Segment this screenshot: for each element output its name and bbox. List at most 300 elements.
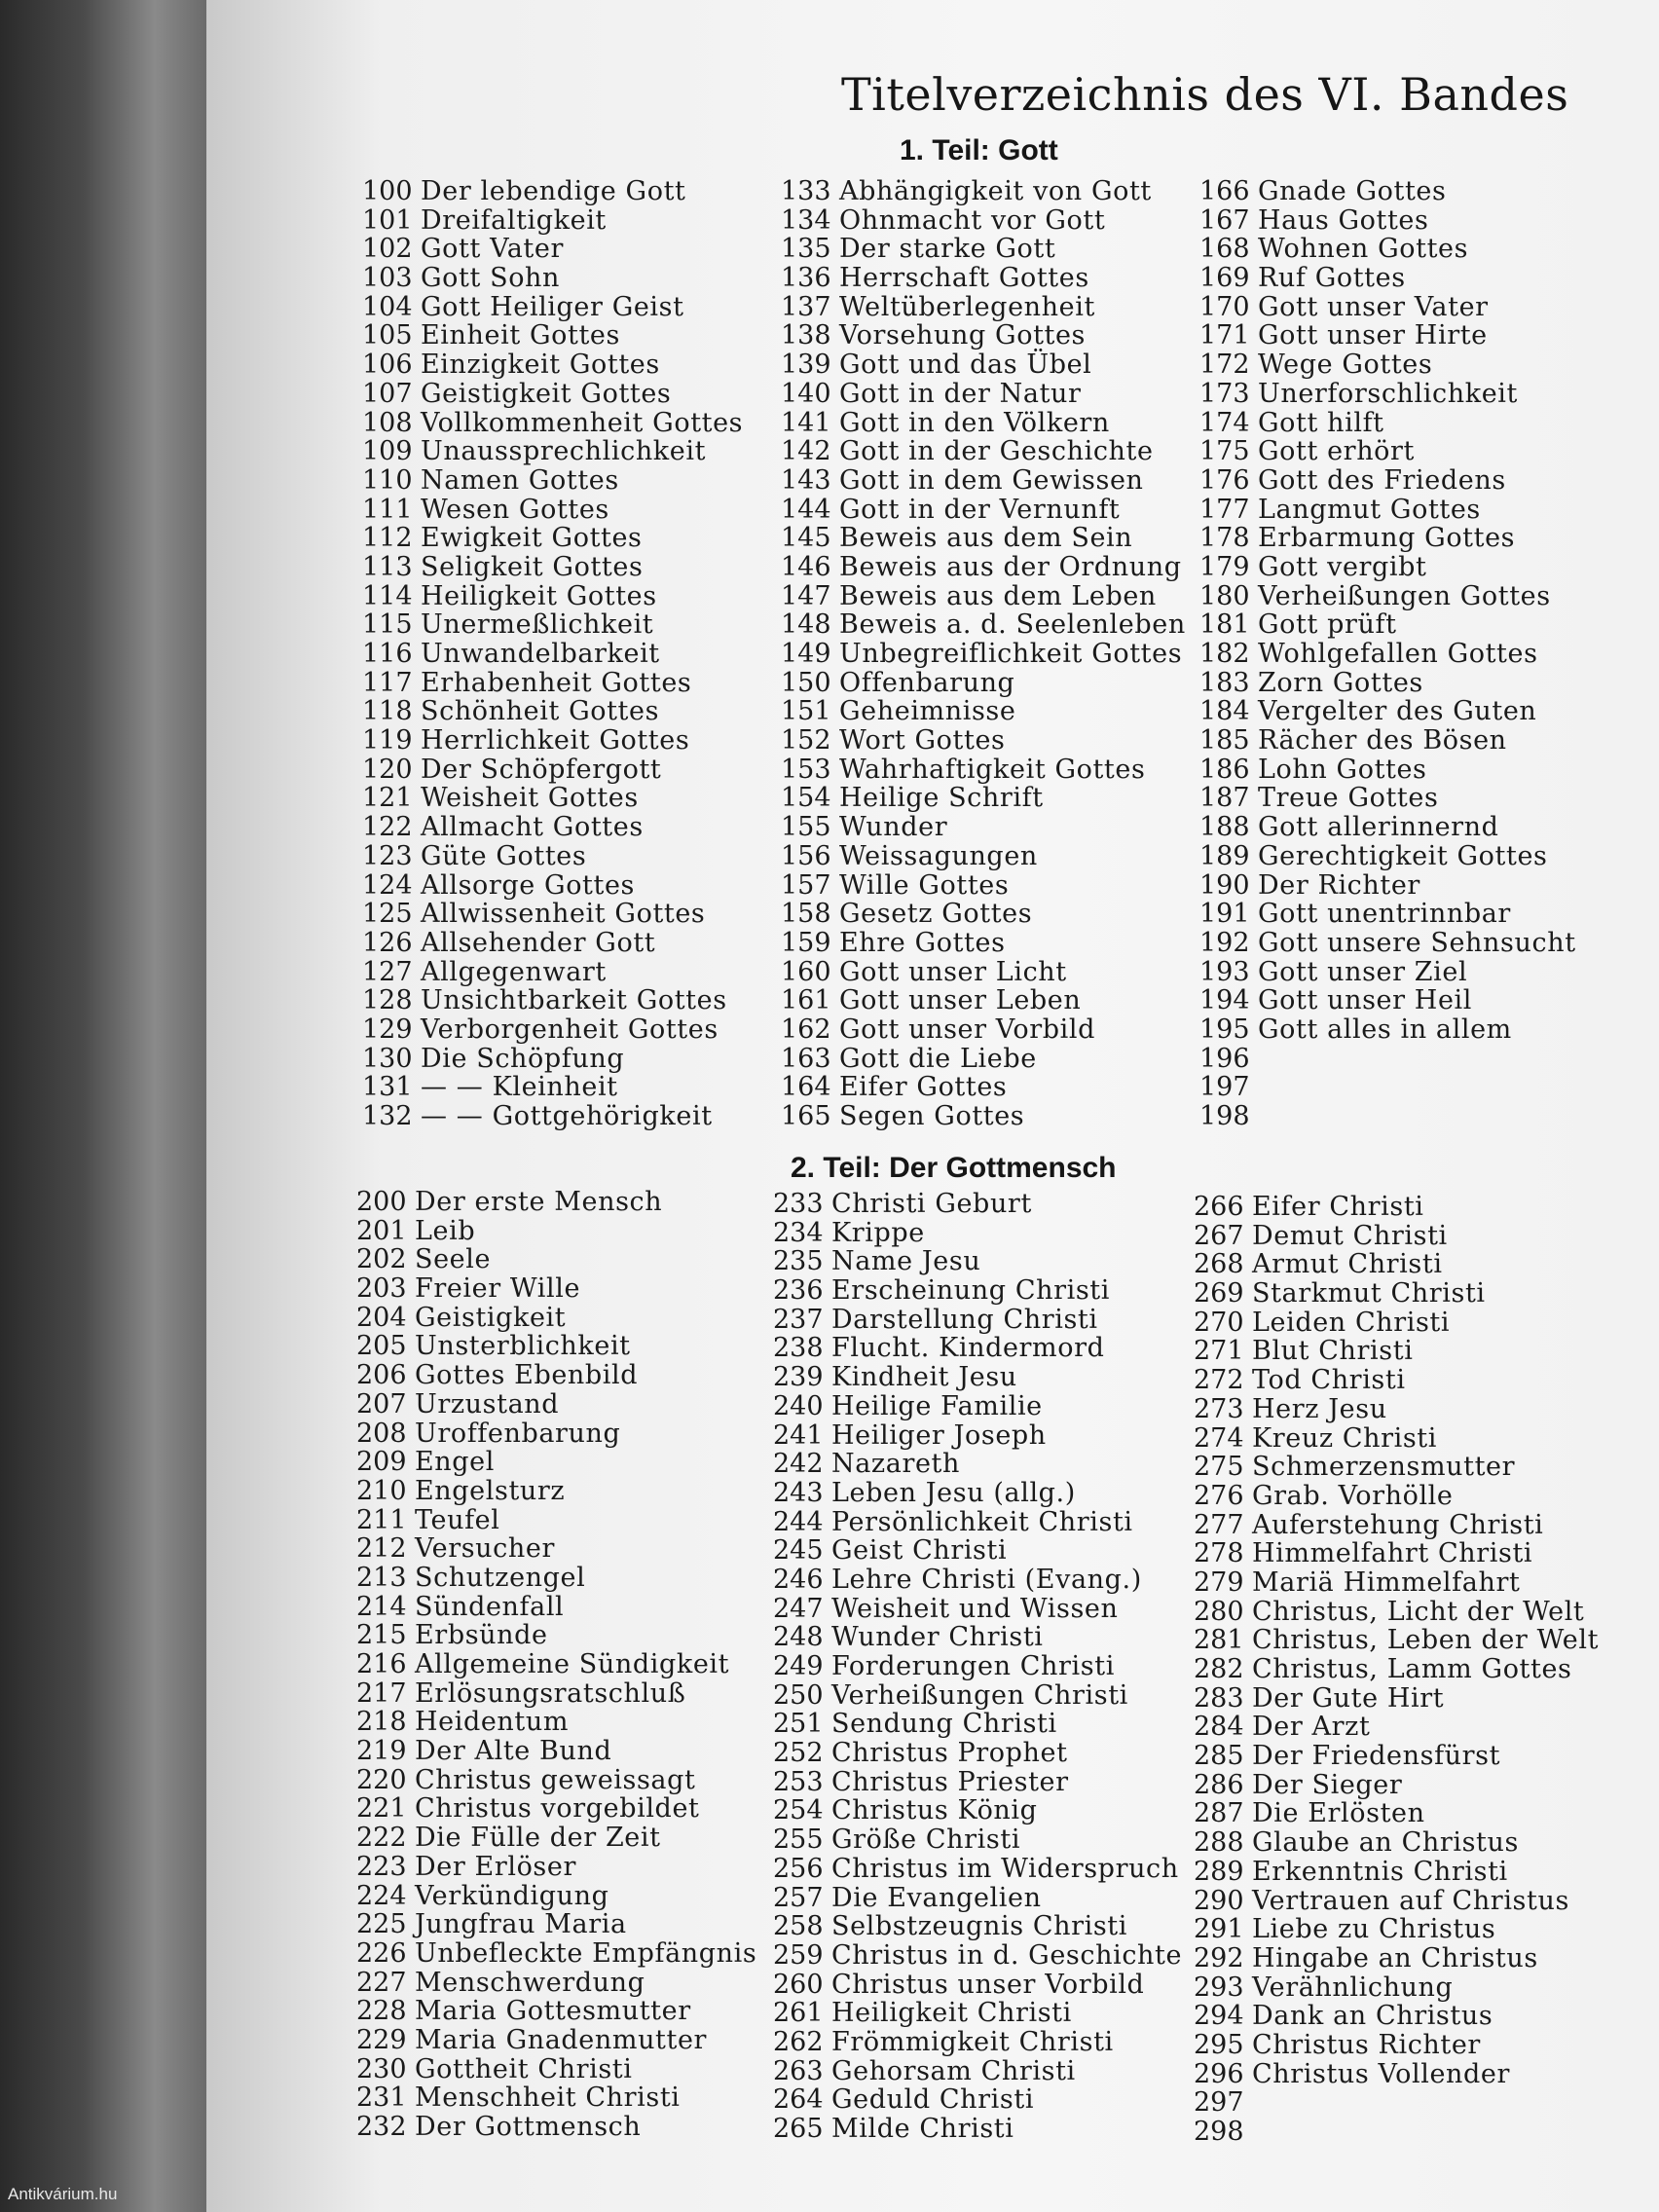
title-entry (356, 2026, 756, 2055)
entry-number: 294 (1194, 2001, 1244, 2032)
entry-number: 272 (1194, 1365, 1244, 1396)
title-entry (781, 293, 1186, 322)
title-entry (1194, 1887, 1599, 1916)
entry-number: 158 (781, 899, 831, 930)
title-entry (1199, 697, 1576, 726)
entry-number: 126 (362, 927, 413, 958)
entry-title: Kreuz Christi (1252, 1422, 1437, 1454)
entry-title: Frömmigkeit Christi (831, 2026, 1114, 2057)
entry-number: 250 (773, 1679, 824, 1711)
title-entry (1194, 1309, 1599, 1338)
entry-number: 220 (356, 1764, 407, 1795)
entry-number: 225 (356, 1909, 407, 1940)
title-entry (1194, 1568, 1599, 1598)
entry-number: 142 (781, 436, 831, 467)
entry-title: Gott in der Vernunft (839, 494, 1121, 525)
entry-title: Allgemeine Sündigkeit (415, 1649, 730, 1679)
title-entry (1194, 2118, 1599, 2147)
title-entry (356, 1997, 756, 2026)
entry-number: 112 (362, 523, 413, 554)
title-entry (362, 958, 743, 987)
entry-number: 182 (1199, 639, 1250, 669)
entry-number: 295 (1194, 2029, 1244, 2060)
entry-title: Vorsehung Gottes (839, 320, 1087, 351)
title-entry (362, 1015, 743, 1045)
entry-title: Allmacht Gottes (421, 812, 644, 843)
entry-number: 151 (781, 696, 831, 727)
entry-title: Milde Christi (831, 2114, 1014, 2144)
title-entry (356, 1824, 756, 1853)
title-entry (1199, 756, 1576, 785)
entry-number: 143 (781, 464, 831, 496)
title-entry (356, 1477, 756, 1506)
entry-number: 168 (1199, 234, 1250, 265)
book-spine-shadow (0, 0, 206, 2212)
entry-number: 176 (1199, 464, 1250, 496)
entry-number: 218 (356, 1707, 407, 1738)
title-entry (781, 958, 1186, 987)
entry-number: 172 (1199, 350, 1250, 381)
title-entry (781, 524, 1186, 553)
entry-number: 290 (1194, 1885, 1244, 1916)
title-entry (1194, 2088, 1599, 2118)
entry-title: Langmut Gottes (1258, 494, 1481, 525)
entry-title: Der Gottmensch (415, 2112, 642, 2142)
entry-title: Weissagungen (839, 840, 1038, 871)
title-entry (356, 1361, 756, 1390)
entry-number: 129 (362, 1014, 413, 1045)
entry-title: Wunder (839, 812, 948, 843)
part-2-column-1 (356, 1188, 756, 2142)
entry-number: 175 (1199, 436, 1250, 467)
entry-number: 235 (773, 1246, 824, 1277)
entry-number: 233 (773, 1189, 824, 1219)
entry-number: 119 (362, 725, 413, 756)
entry-title: Vertrauen auf Christus (1252, 1885, 1569, 1916)
entry-title: Sendung Christi (831, 1709, 1057, 1740)
title-entry (781, 235, 1186, 264)
entry-number: 102 (362, 234, 413, 265)
title-entry (773, 2057, 1182, 2086)
entry-title: Der lebendige Gott (421, 176, 686, 206)
entry-title: Teufel (415, 1504, 500, 1535)
title-entry (781, 409, 1186, 438)
entry-number: 128 (362, 985, 413, 1016)
entry-number: 110 (362, 464, 413, 496)
title-entry (773, 1681, 1182, 1711)
entry-number: 298 (1194, 2117, 1244, 2147)
title-entry (1194, 1482, 1599, 1511)
entry-title: Die Evangelien (831, 1882, 1042, 1913)
page-title: Titelverzeichnis des VI. Bandes (841, 68, 1569, 121)
entry-number: 100 (362, 176, 413, 206)
entry-number: 274 (1194, 1422, 1244, 1454)
title-entry (773, 1999, 1182, 2028)
title-entry (362, 553, 743, 582)
entry-title: Heiligkeit Gottes (421, 580, 657, 611)
title-entry (1199, 900, 1576, 929)
entry-number: 155 (781, 812, 831, 843)
title-entry (362, 756, 743, 785)
entry-title: Wahrhaftigkeit Gottes (839, 754, 1146, 785)
entry-title: Heidentum (415, 1707, 570, 1738)
entry-title: Gott Heiliger Geist (421, 291, 684, 322)
entry-title: Unbegreiflichkeit Gottes (839, 639, 1183, 669)
part-2-column-3 (1194, 1193, 1599, 2147)
title-entry (773, 1768, 1182, 1797)
title-entry (773, 1190, 1182, 1219)
part-1-column-2 (781, 177, 1186, 1131)
entry-number: 108 (362, 407, 413, 438)
entry-number: 131 (362, 1072, 413, 1103)
entry-title: Eifer Christi (1252, 1192, 1424, 1222)
title-entry (773, 1450, 1182, 1479)
title-entry (362, 1102, 743, 1131)
title-entry (781, 669, 1186, 698)
entry-number: 198 (1199, 1101, 1250, 1131)
entry-number: 136 (781, 263, 831, 294)
entry-number: 145 (781, 523, 831, 554)
title-entry (1199, 409, 1576, 438)
entry-number: 167 (1199, 204, 1250, 236)
title-entry (1199, 610, 1576, 640)
entry-title: Gott Sohn (421, 263, 561, 294)
title-entry (781, 986, 1186, 1015)
title-entry (1194, 1250, 1599, 1279)
entry-title: Christus Richter (1252, 2029, 1481, 2060)
title-entry (1194, 1713, 1599, 1742)
title-entry (773, 1941, 1182, 1971)
title-entry (356, 2113, 756, 2142)
entry-title: Christus, Leben der Welt (1252, 1625, 1600, 1656)
entry-number: 245 (773, 1535, 824, 1567)
entry-number: 121 (362, 783, 413, 814)
entry-title: Auferstehung Christi (1252, 1509, 1544, 1540)
entry-number: 152 (781, 725, 831, 756)
entry-title: — — Gottgehörigkeit (421, 1101, 713, 1131)
title-entry (356, 1217, 756, 1246)
entry-title: Persönlichkeit Christi (831, 1506, 1133, 1537)
title-entry (362, 1073, 743, 1102)
entry-number: 141 (781, 407, 831, 438)
title-entry (781, 871, 1186, 901)
entry-number: 122 (362, 812, 413, 843)
entry-number: 165 (781, 1101, 831, 1131)
entry-number: 159 (781, 927, 831, 958)
entry-number: 189 (1199, 840, 1250, 871)
entry-number: 242 (773, 1449, 824, 1480)
title-entry (781, 1073, 1186, 1102)
entry-number: 132 (362, 1101, 413, 1131)
entry-title: Lohn Gottes (1258, 754, 1427, 785)
title-entry (362, 900, 743, 929)
title-entry (1199, 669, 1576, 698)
title-entry (356, 1679, 756, 1709)
entry-title: Mariä Himmelfahrt (1252, 1567, 1521, 1598)
entry-number: 195 (1199, 1014, 1250, 1045)
entry-title: Der Sieger (1252, 1769, 1403, 1800)
entry-title: Gott unser Licht (839, 956, 1067, 987)
title-entry (1194, 1771, 1599, 1800)
entry-title: Zorn Gottes (1258, 667, 1423, 698)
entry-number: 255 (773, 1825, 824, 1856)
entry-title: Die Schöpfung (421, 1043, 625, 1074)
title-entry (362, 669, 743, 698)
title-entry (356, 1419, 756, 1449)
entry-title: Erhabenheit Gottes (421, 667, 692, 698)
entry-number: 256 (773, 1853, 824, 1884)
title-entry (1194, 2060, 1599, 2089)
entry-number: 161 (781, 985, 831, 1016)
entry-number: 226 (356, 1937, 407, 1969)
entry-number: 153 (781, 754, 831, 785)
title-entry (1199, 1015, 1576, 1045)
entry-number: 178 (1199, 523, 1250, 554)
title-entry (1194, 1598, 1599, 1627)
title-entry (773, 1652, 1182, 1681)
title-entry (781, 466, 1186, 496)
entry-title: Der Erlöser (415, 1851, 576, 1882)
entry-title: Heiliger Joseph (831, 1419, 1047, 1451)
title-entry (362, 813, 743, 842)
title-entry (362, 235, 743, 264)
entry-number: 285 (1194, 1741, 1244, 1772)
title-entry (1199, 235, 1576, 264)
entry-title: Haus Gottes (1258, 204, 1429, 236)
entry-title: Gehorsam Christi (831, 2055, 1076, 2086)
entry-number: 243 (773, 1477, 824, 1508)
entry-title: Christus in d. Geschichte (831, 1939, 1183, 1971)
title-entry (362, 264, 743, 293)
title-entry (1194, 1539, 1599, 1568)
entry-title: Gott unser Vorbild (839, 1014, 1096, 1045)
title-entry (1194, 1366, 1599, 1395)
entry-number: 186 (1199, 754, 1250, 785)
title-entry (781, 496, 1186, 525)
entry-number: 234 (773, 1217, 824, 1248)
entry-title: Forderungen Christi (831, 1651, 1115, 1681)
entry-title: Liebe zu Christus (1252, 1914, 1496, 1945)
entry-title: Wille Gottes (839, 869, 1010, 901)
entry-title: Einheit Gottes (421, 320, 620, 351)
entry-number: 163 (781, 1043, 831, 1074)
entry-title: Christus unser Vorbild (831, 1969, 1145, 2000)
entry-title: Christus, Lamm Gottes (1252, 1654, 1572, 1684)
title-entry (362, 871, 743, 901)
entry-title: Allgegenwart (421, 956, 607, 987)
title-entry (356, 1621, 756, 1650)
entry-number: 190 (1199, 869, 1250, 901)
title-entry (781, 1102, 1186, 1131)
title-entry (362, 986, 743, 1015)
entry-title: Gesetz Gottes (839, 899, 1033, 930)
entry-title: Gerechtigkeit Gottes (1258, 840, 1548, 871)
title-entry (1199, 871, 1576, 901)
entry-number: 116 (362, 639, 413, 669)
entry-number: 267 (1194, 1220, 1244, 1251)
entry-number: 203 (356, 1273, 407, 1305)
entry-number: 241 (773, 1419, 824, 1451)
entry-number: 223 (356, 1851, 407, 1882)
part-2-column-2 (773, 1190, 1182, 2144)
entry-number: 280 (1194, 1596, 1244, 1627)
title-entry (781, 929, 1186, 958)
title-entry (773, 1884, 1182, 1913)
entry-number: 192 (1199, 927, 1250, 958)
entry-title: Allwissenheit Gottes (421, 899, 706, 930)
entry-title: Wunder Christi (831, 1622, 1044, 1653)
entry-number: 107 (362, 378, 413, 409)
entry-title: Menschwerdung (415, 1967, 645, 1998)
entry-title: Jungfrau Maria (415, 1909, 627, 1940)
entry-title: Gott vergibt (1258, 551, 1427, 582)
entry-number: 115 (362, 609, 413, 641)
entry-number: 117 (362, 667, 413, 698)
entry-number: 181 (1199, 609, 1250, 641)
entry-title: Maria Gnadenmutter (415, 2024, 708, 2055)
title-entry (1194, 1742, 1599, 1771)
title-entry (773, 1912, 1182, 1941)
entry-number: 237 (773, 1304, 824, 1335)
entry-title: Kindheit Jesu (831, 1362, 1017, 1393)
entry-number: 279 (1194, 1567, 1244, 1598)
entry-title: Ruf Gottes (1258, 263, 1406, 294)
entry-title: Menschheit Christi (415, 2083, 681, 2114)
entry-number: 216 (356, 1649, 407, 1679)
entry-title: Dreifaltigkeit (421, 204, 607, 236)
entry-number: 259 (773, 1939, 824, 1971)
entry-title: Urzustand (415, 1388, 560, 1419)
entry-title: Unwandelbarkeit (421, 639, 660, 669)
entry-number: 120 (362, 754, 413, 785)
entry-title: Gott die Liebe (839, 1043, 1037, 1074)
title-entry (773, 1276, 1182, 1306)
title-entry (1194, 1395, 1599, 1424)
entry-number: 133 (781, 176, 831, 206)
title-entry (781, 437, 1186, 466)
entry-title: Freier Wille (415, 1273, 581, 1305)
title-entry (356, 1853, 756, 1882)
entry-title: Gott unentrinnbar (1258, 899, 1511, 930)
entry-title: Unbefleckte Empfängnis (415, 1937, 757, 1969)
entry-number: 194 (1199, 985, 1250, 1016)
entry-title: Gott unser Hirte (1258, 320, 1488, 351)
title-entry (362, 206, 743, 236)
title-entry (781, 842, 1186, 871)
entry-number: 127 (362, 956, 413, 987)
title-entry (781, 206, 1186, 236)
title-entry (773, 1855, 1182, 1884)
entry-title: Seligkeit Gottes (421, 551, 644, 582)
title-entry (362, 697, 743, 726)
title-entry (362, 929, 743, 958)
entry-title: Geduld Christi (831, 2084, 1035, 2116)
entry-number: 169 (1199, 263, 1250, 294)
title-entry (773, 1710, 1182, 1739)
entry-title: Christus vorgebildet (415, 1793, 700, 1825)
title-entry (356, 1274, 756, 1304)
title-entry (1199, 496, 1576, 525)
entry-title: Eifer Gottes (839, 1072, 1008, 1103)
title-entry (356, 1188, 756, 1217)
title-entry (781, 900, 1186, 929)
entry-number: 185 (1199, 725, 1250, 756)
entry-title: Gott in dem Gewissen (839, 464, 1144, 496)
title-entry (356, 1910, 756, 1939)
title-entry (773, 1479, 1182, 1508)
entry-title: Maria Gottesmutter (415, 1996, 691, 2027)
title-entry (356, 1708, 756, 1737)
title-entry (1199, 350, 1576, 380)
title-entry (1199, 293, 1576, 322)
entry-number: 200 (356, 1187, 407, 1217)
part-1-column-3 (1199, 177, 1576, 1131)
entry-title: Unsichtbarkeit Gottes (421, 985, 727, 1016)
title-entry (781, 813, 1186, 842)
entry-number: 229 (356, 2024, 407, 2055)
entry-title: Heiligkeit Christi (831, 1998, 1072, 2029)
entry-number: 154 (781, 783, 831, 814)
title-entry (362, 1045, 743, 1074)
entry-number: 228 (356, 1996, 407, 2027)
entry-number: 265 (773, 2114, 824, 2144)
entry-number: 275 (1194, 1452, 1244, 1483)
entry-title: Gott unser Vater (1258, 291, 1489, 322)
entry-title: Gott hilft (1258, 407, 1384, 438)
part-1-column-1 (362, 177, 743, 1131)
entry-title: Beweis aus dem Sein (839, 523, 1133, 554)
title-entry (356, 1650, 756, 1679)
entry-number: 118 (362, 696, 413, 727)
title-entry (1199, 842, 1576, 871)
entry-title: Wohlgefallen Gottes (1258, 639, 1538, 669)
entry-title: Name Jesu (831, 1246, 981, 1277)
title-entry (781, 1015, 1186, 1045)
title-entry (362, 177, 743, 206)
title-entry (773, 1971, 1182, 2000)
title-entry (356, 1245, 756, 1274)
entry-title: Ohnmacht vor Gott (839, 204, 1106, 236)
title-entry (773, 1247, 1182, 1276)
entry-number: 114 (362, 580, 413, 611)
entry-number: 180 (1199, 580, 1250, 611)
entry-title: Dank an Christus (1252, 2001, 1493, 2032)
entry-title: Gnade Gottes (1258, 176, 1447, 206)
title-entry (781, 350, 1186, 380)
entry-title: Gott erhört (1258, 436, 1415, 467)
entry-number: 196 (1199, 1043, 1250, 1074)
entry-number: 281 (1194, 1625, 1244, 1656)
title-entry (781, 756, 1186, 785)
entry-title: Hingabe an Christus (1252, 1942, 1538, 1973)
entry-title: Versucher (415, 1533, 555, 1565)
title-entry (356, 1390, 756, 1419)
entry-title: Der Alte Bund (415, 1736, 612, 1767)
entry-title: Leib (415, 1215, 476, 1246)
entry-number: 254 (773, 1795, 824, 1826)
entry-number: 240 (773, 1390, 824, 1421)
entry-title: Christus im Widerspruch (831, 1853, 1179, 1884)
entry-number: 231 (356, 2083, 407, 2114)
title-entry (362, 466, 743, 496)
entry-title: Größe Christi (831, 1825, 1021, 1856)
entry-title: Vollkommenheit Gottes (421, 407, 744, 438)
title-entry (362, 437, 743, 466)
entry-title: Unerforschlichkeit (1258, 378, 1518, 409)
entry-number: 130 (362, 1043, 413, 1074)
title-entry (1199, 321, 1576, 350)
title-entry (362, 640, 743, 669)
